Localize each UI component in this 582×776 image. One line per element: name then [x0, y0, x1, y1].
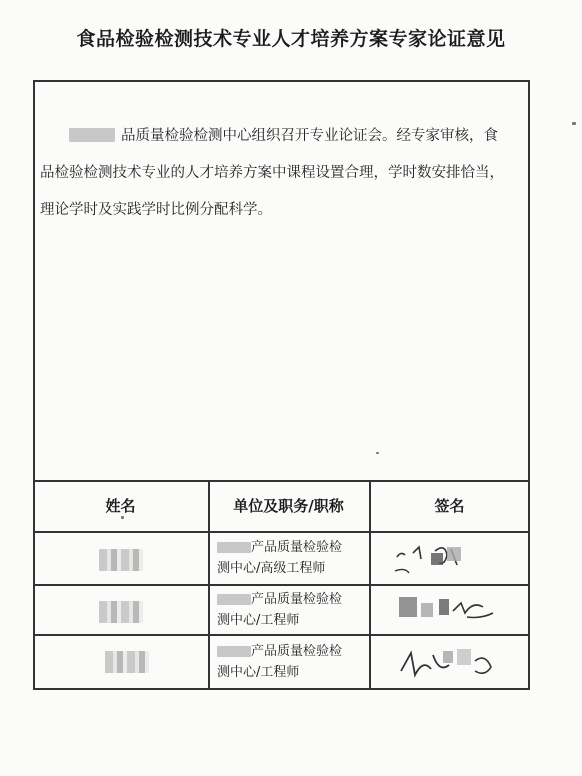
redacted-name	[99, 601, 143, 623]
paper-speck	[572, 122, 576, 125]
unit-cell	[217, 589, 342, 631]
document-title: 食品检验检测技术专业人才培养方案专家论证意见	[76, 28, 506, 50]
unit-cell	[217, 537, 342, 579]
header-signature: 签名	[434, 497, 465, 515]
signature-image	[393, 641, 513, 685]
signature-image	[391, 535, 501, 581]
unit-line: 测中心/工程师	[217, 613, 300, 628]
unit-line: 产品质量检验检	[251, 644, 343, 659]
redacted-city	[217, 542, 251, 553]
unit-cell	[217, 641, 342, 683]
redacted-organization	[69, 128, 115, 142]
expert-table	[33, 481, 530, 690]
opinion-text: 品质量检验检测中心组织召开专业论证会。经专家审核，食品检验检测技术专业的人才培养方案中课程设置合理，学时数安排恰当，理论学时及实践学时比例分配科学。	[40, 128, 504, 218]
redacted-name	[105, 651, 149, 673]
table-row-divider	[33, 584, 530, 586]
unit-line: 产品质量检验检	[251, 540, 343, 555]
unit-line: 测中心/高级工程师	[217, 561, 326, 576]
paper-speck	[121, 516, 124, 519]
redacted-city	[217, 646, 251, 657]
table-row-divider	[33, 531, 530, 533]
unit-line: 测中心/工程师	[217, 665, 300, 680]
header-name: 姓名	[105, 497, 136, 515]
signature-image	[391, 589, 511, 631]
paper-speck	[376, 452, 379, 454]
opinion-paragraph	[40, 118, 510, 229]
redacted-city	[217, 594, 251, 605]
redacted-name	[99, 549, 143, 571]
table-row-divider	[33, 634, 530, 636]
unit-line: 产品质量检验检	[251, 592, 343, 607]
header-unit: 单位及职务/职称	[233, 497, 344, 515]
